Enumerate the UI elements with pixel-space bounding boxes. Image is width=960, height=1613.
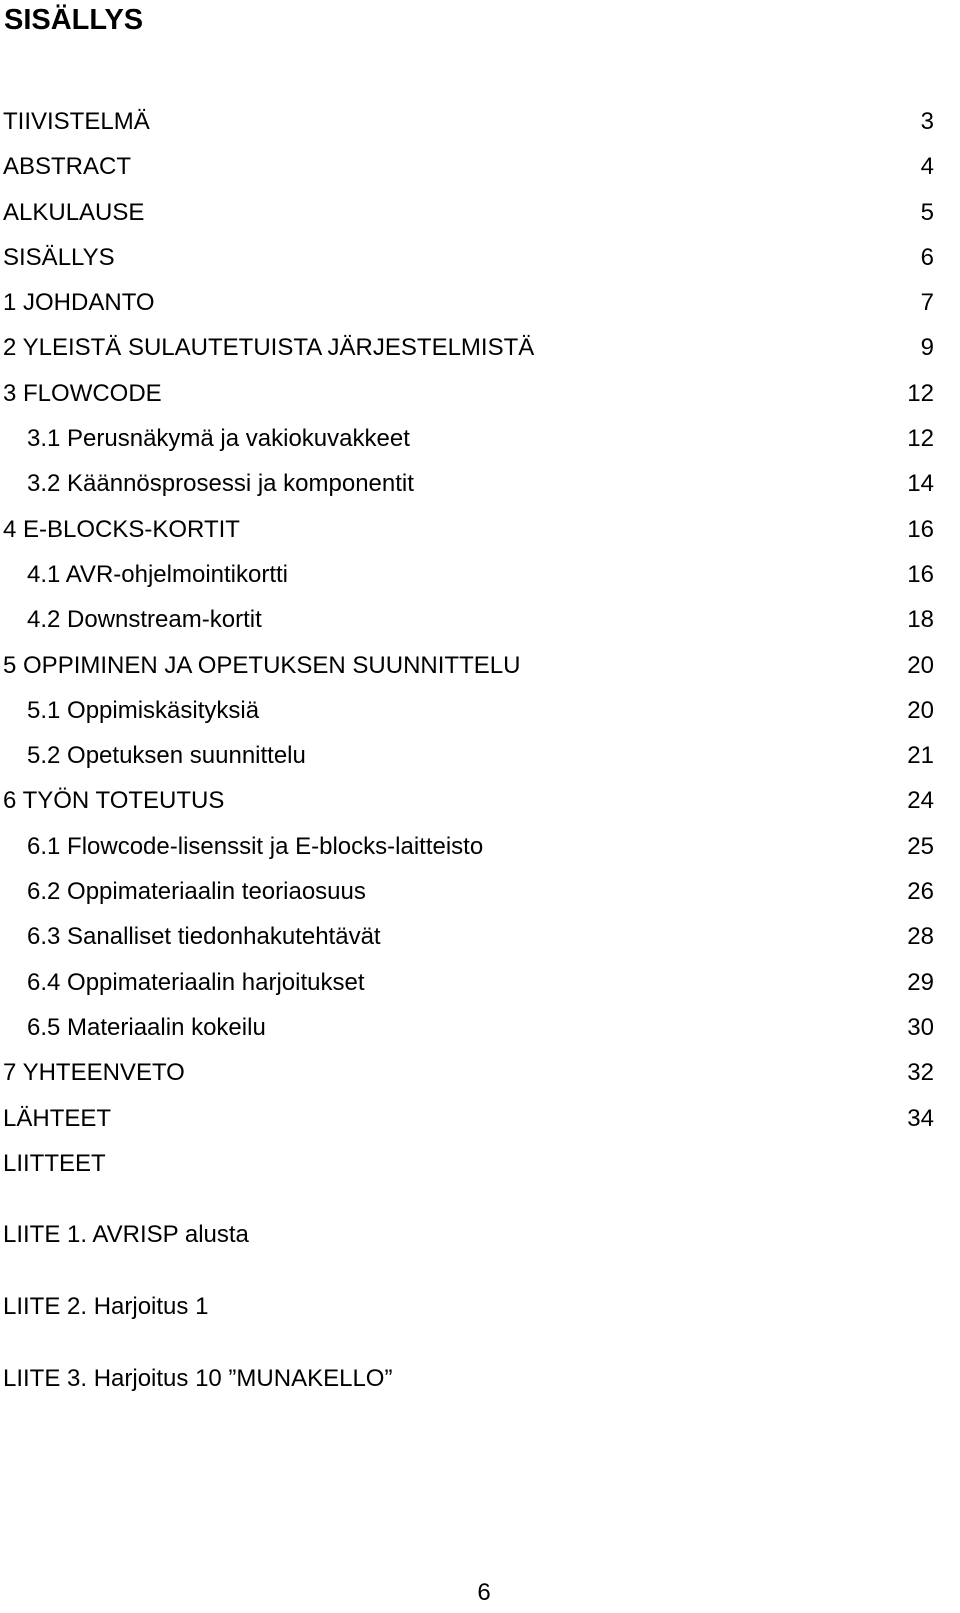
- toc-entry-page: 16: [907, 560, 934, 588]
- toc-entry: [0, 648, 960, 693]
- toc-entry: [0, 104, 960, 149]
- toc-entry-page: 6: [920, 243, 934, 271]
- toc-entry: [0, 240, 960, 285]
- toc-entry-label: 3.2 Käännösprosessi ja komponentit: [27, 470, 414, 498]
- toc-subentry: [0, 693, 960, 738]
- toc-entry-label: 1 JOHDANTO: [3, 289, 155, 317]
- toc-entry-page: 7: [920, 289, 934, 317]
- toc-entry-label: 6.1 Flowcode-lisenssit ja E-blocks-laitteisto: [27, 832, 484, 860]
- toc-entry-label: LÄHTEET: [3, 1104, 112, 1132]
- appendix-entry: LIITE 1. AVRISP alusta: [3, 1221, 249, 1248]
- toc-entry-label: ALKULAUSE: [3, 198, 145, 226]
- toc-entry-page: 20: [907, 651, 934, 679]
- toc-entry: [0, 285, 960, 330]
- toc-entry-page: 5: [920, 198, 934, 226]
- toc-entry-page: 29: [907, 968, 934, 996]
- toc-subentry: [0, 919, 960, 964]
- toc-entry-page: 16: [907, 515, 934, 543]
- page-title: SISÄLLYS: [4, 4, 144, 36]
- toc-entry-page: 14: [907, 470, 934, 498]
- toc-entry: [0, 195, 960, 240]
- toc-entry-label: 6 TYÖN TOTEUTUS: [3, 787, 225, 815]
- toc-entry-label: 7 YHTEENVETO: [3, 1059, 185, 1087]
- toc-entry-page: 20: [907, 696, 934, 724]
- toc-entry-label: LIITTEET: [3, 1149, 106, 1177]
- toc-entry: [0, 1146, 960, 1191]
- toc-subentry: [0, 602, 960, 647]
- toc-entry: [0, 330, 960, 375]
- toc-entry-page: 32: [907, 1059, 934, 1087]
- toc-entry-label: 6.4 Oppimateriaalin harjoitukset: [27, 968, 365, 996]
- appendix-entry: LIITE 3. Harjoitus 10 ”MUNAKELLO”: [3, 1365, 393, 1392]
- toc-entry-page: 12: [907, 425, 934, 453]
- toc-entry: [0, 1101, 960, 1146]
- toc-entry: [0, 149, 960, 194]
- toc-entry-page: 30: [907, 1013, 934, 1041]
- toc-subentry: [0, 829, 960, 874]
- toc-entry-page: 28: [907, 923, 934, 951]
- toc-entry-page: 12: [907, 379, 934, 407]
- toc-entry-page: 9: [920, 334, 934, 362]
- toc-entry-page: 21: [907, 742, 934, 770]
- toc-entry-label: 4.2 Downstream-kortit: [27, 606, 262, 634]
- toc-entry-label: 5 OPPIMINEN JA OPETUKSEN SUUNNITTELU: [3, 651, 521, 679]
- toc-subentry: [0, 466, 960, 511]
- toc-entry-page: 25: [907, 832, 934, 860]
- toc-entry: [0, 512, 960, 557]
- toc-entry-page: 24: [907, 787, 934, 815]
- toc-subentry: [0, 557, 960, 602]
- toc-entry-page: 26: [907, 878, 934, 906]
- toc-entry-label: ABSTRACT: [3, 153, 132, 181]
- toc-subentry: [0, 738, 960, 783]
- toc-entry-label: 5.1 Oppimiskäsityksiä: [27, 696, 260, 724]
- toc-entry-label: 2 YLEISTÄ SULAUTETUISTA JÄRJESTELMISTÄ: [3, 334, 535, 362]
- toc-entry-label: 4.1 AVR-ohjelmointikortti: [27, 560, 288, 588]
- toc-entry-label: 3.1 Perusnäkymä ja vakiokuvakkeet: [27, 425, 410, 453]
- toc-entry: [0, 1055, 960, 1100]
- toc-subentry: [0, 965, 960, 1010]
- toc-entry-label: TIIVISTELMÄ: [3, 108, 150, 135]
- toc-entry-label: 3 FLOWCODE: [3, 379, 162, 407]
- toc-entry-label: 6.5 Materiaalin kokeilu: [27, 1013, 266, 1041]
- toc-entry-page: 18: [907, 606, 934, 634]
- toc-subentry: [0, 1010, 960, 1055]
- toc-entry: [0, 376, 960, 421]
- toc-subentry: [0, 874, 960, 919]
- toc-entry-page: 34: [907, 1104, 934, 1132]
- toc-entry-label: 4 E-BLOCKS-KORTIT: [3, 515, 240, 543]
- toc-entry-label: 5.2 Opetuksen suunnittelu: [27, 742, 306, 770]
- toc-entry: [0, 783, 960, 828]
- toc-entry-label: SISÄLLYS: [3, 243, 115, 271]
- page-number: 6: [477, 1579, 491, 1606]
- toc-entry-label: 6.3 Sanalliset tiedonhakutehtävät: [27, 923, 381, 951]
- toc-entry-page: 4: [920, 153, 934, 181]
- toc-entry-label: 6.2 Oppimateriaalin teoriaosuus: [27, 878, 366, 906]
- appendix-entry: LIITE 2. Harjoitus 1: [3, 1293, 209, 1320]
- toc-entry-page: 3: [920, 108, 934, 135]
- toc-subentry: [0, 421, 960, 466]
- table-of-contents: [0, 104, 960, 1191]
